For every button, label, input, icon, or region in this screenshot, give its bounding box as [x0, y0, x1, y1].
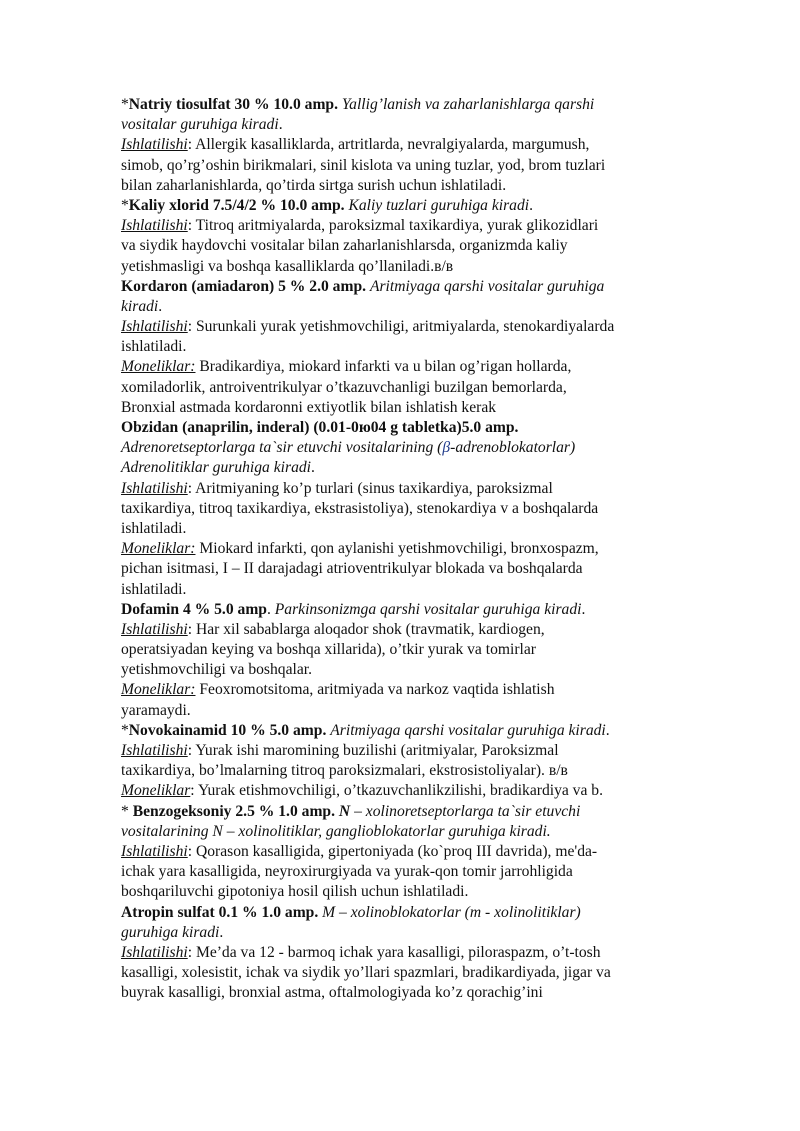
text-segment: Bronxial astmada kordaronni extiyotlik bilan ishlatish kerak: [121, 398, 497, 416]
text-line: [121, 378, 681, 398]
text-segment: Bradikardiya, miokard infarkti va u bilan og’rigan hollarda,: [195, 358, 572, 376]
text-line: [121, 660, 681, 680]
text-line: [121, 802, 681, 822]
text-segment: Dofamin 4 % 5.0 amp: [121, 600, 267, 618]
text-segment: vositalarining N – xolinolitiklar, ganglioblokatorlar guruhiga kiradi.: [121, 822, 551, 840]
text-line: [121, 862, 681, 882]
text-segment: Ishlatilishi: [121, 620, 188, 638]
text-segment: : Allergik kasalliklarda, artritlarda, nevralgiyalarda, margumush,: [187, 136, 590, 154]
text-segment: : Aritmiyaning ko’p turlari (sinus taxikardiya, paroksizmal: [187, 479, 553, 497]
text-segment: simob, qo’rg’oshin birikmalari, sinil kislota va uning tuzlar, yod, brom tuzlari: [121, 156, 606, 174]
text-line: [121, 539, 681, 559]
text-segment: M – xolinoblokatorlar (m - xolinolitiklar): [322, 903, 581, 921]
text-segment: *: [121, 196, 129, 214]
text-segment: Adrenolitiklar guruhiga kiradi: [121, 459, 312, 477]
text-segment: Ishlatilishi: [121, 943, 188, 961]
text-segment: Yallig’lanish va zaharlanishlarga qarshi: [341, 96, 595, 113]
text-line: [121, 741, 681, 761]
text-segment: β: [442, 439, 451, 457]
text-segment: ishlatiladi.: [121, 580, 187, 598]
text-line: [121, 903, 681, 923]
text-segment: : Titroq aritmiyalarda, paroksizmal taxikardiya, yurak glikozidlari: [187, 217, 599, 235]
text-line: [121, 983, 681, 1003]
text-line: [121, 479, 681, 499]
text-segment: Atropin sulfat 0.1 % 1.0 amp.: [121, 903, 319, 921]
text-segment: : Surunkali yurak yetishmovchiligi, aritmiyalarda, stenokardiyalarda: [187, 318, 615, 336]
text-segment: boshqariluvchi gipotoniya hosil qilish uchun ishlatiladi.: [121, 883, 469, 901]
text-line: [121, 761, 681, 781]
text-line: [121, 115, 681, 135]
text-segment: Ishlatilishi: [121, 479, 188, 497]
text-line: [121, 357, 681, 377]
text-segment: : Yurak ishi maromining buzilishi (aritmiyalar, Paroksizmal: [187, 742, 559, 759]
text-segment: xomiladorlik, antroiventrikulyar o’tkazuvchanligi buzilgan bemorlarda,: [121, 378, 567, 396]
text-segment: kasalligi, xolesistit, ichak va siydik yo’llari spazmlari, bradikardiyada, jigar va: [121, 964, 611, 982]
text-segment: va siydik haydovchi vositalar bilan zaharlanishlarsda, organizmda kaliy: [121, 237, 568, 255]
text-segment: Aritmiyaga qarshi vositalar guruhiga: [369, 277, 605, 295]
text-segment: Moneliklar:: [121, 358, 196, 376]
text-line: [121, 317, 681, 337]
text-segment: Moneliklar:: [121, 540, 196, 558]
text-line: [121, 842, 681, 862]
text-line: [121, 398, 681, 418]
text-line: [121, 640, 681, 660]
text-segment: : Yurak etishmovchiligi, o’tkazuvchanlikzilishi, bradikardiya va b.: [190, 782, 603, 800]
text-segment: ichak yara kasalligida, neyroxirurgiyada va yurak-qon tomir jarrohligida: [121, 863, 573, 881]
text-segment: guruhiga kiradi: [121, 923, 220, 941]
text-line: [121, 680, 681, 700]
text-segment: operatsiyadan keying va boshqa xillarida), o’tkir yurak va tomirlar: [121, 641, 536, 659]
text-line: [121, 600, 681, 620]
text-line: [121, 519, 681, 539]
text-line: [121, 822, 681, 842]
text-line: [121, 156, 681, 176]
text-segment: .: [219, 923, 224, 941]
text-segment: Ishlatilishi: [121, 318, 188, 336]
text-line: [121, 882, 681, 902]
text-segment: yetishmasligi va boshqa kasalliklarda qo’llaniladi.в/в: [121, 257, 454, 275]
text-line: [121, 943, 681, 963]
text-segment: Obzidan (anaprilin, inderal) (0.01-0ю04 g tabletka)5.0 amp.: [121, 419, 519, 436]
text-line: [121, 196, 681, 216]
text-segment: N: [338, 802, 351, 820]
text-line: [121, 176, 681, 196]
text-segment: Ishlatilishi: [121, 842, 188, 860]
text-segment: vositalar guruhiga kiradi: [121, 116, 279, 134]
text-segment: -adrenoblokatorlar): [450, 439, 576, 457]
text-line: [121, 257, 681, 277]
text-segment: Aritmiyaga qarshi vositalar guruhiga kiradi: [330, 721, 606, 739]
text-segment: bilan zaharlanishlarda, qo’tirda sirtga surish uchun ishlatiladi.: [121, 176, 507, 194]
text-segment: : Qorason kasalligida, gipertoniyada (ko`proq III davrida), me'da-: [187, 842, 598, 860]
text-segment: ishlatiladi.: [121, 519, 187, 537]
text-segment: Ishlatilishi: [121, 742, 188, 759]
text-segment: – xolinoretseptorlarga ta`sir etuvchi: [350, 802, 581, 820]
text-segment: *: [121, 96, 129, 113]
text-segment: Adrenoretseptorlarga ta`sir etuvchi vositalarining (: [121, 439, 443, 457]
text-line: [121, 297, 681, 317]
text-segment: : Har xil sabablarga aloqador shok (travmatik, kardiogen,: [187, 620, 545, 638]
text-segment: yaramaydi.: [121, 701, 191, 719]
text-segment: kiradi: [121, 297, 159, 315]
text-segment: .: [266, 600, 275, 618]
text-segment: Feoxromotsitoma, aritmiyada va narkoz vaqtida ishlatish: [195, 681, 555, 699]
text-line: [121, 337, 681, 357]
document-page: [121, 95, 681, 1003]
text-line: [121, 721, 681, 741]
text-segment: Moneliklar: [121, 782, 191, 800]
text-line: [121, 95, 681, 115]
text-segment: Novokainamid 10 % 5.0 amp.: [128, 721, 327, 739]
text-segment: Parkinsonizmga qarshi vositalar guruhiga kiradi: [274, 600, 582, 618]
text-segment: pichan isitmasi, I – II darajadagi atrioventrikulyar blokada va boshqalarda: [121, 560, 583, 578]
text-segment: Kordaron (amiadaron) 5 % 2.0 amp.: [121, 277, 367, 295]
text-segment: taxikardiya, bo’lmalarning titroq paroksizmalari, ekstrosistoliyalar). в/в: [121, 762, 568, 780]
text-segment: yetishmovchiligi va boshqalar.: [121, 661, 312, 679]
text-line: [121, 135, 681, 155]
text-segment: Ishlatilishi: [121, 136, 188, 154]
text-segment: .: [278, 116, 283, 134]
text-segment: .: [581, 600, 586, 618]
text-line: [121, 438, 681, 458]
text-segment: Moneliklar:: [121, 681, 196, 699]
text-line: [121, 923, 681, 943]
text-segment: taxikardiya, titroq taxikardiya, ekstrasistoliya), stenokardiya v a boshqalarda: [121, 499, 599, 517]
text-segment: buyrak kasalligi, bronxial astma, oftalmologiyada ko’z qorachig’ini: [121, 984, 543, 1002]
text-line: [121, 580, 681, 600]
text-line: [121, 701, 681, 721]
text-line: [121, 277, 681, 297]
text-segment: Natriy tiosulfat 30 % 10.0 amp.: [128, 96, 339, 113]
text-segment: .: [158, 297, 163, 315]
text-line: [121, 216, 681, 236]
text-segment: *: [121, 802, 133, 820]
text-line: [121, 559, 681, 579]
text-segment: .: [529, 196, 533, 214]
text-segment: *: [121, 721, 129, 739]
text-segment: Kaliy tuzlari guruhiga kiradi: [348, 196, 530, 214]
text-segment: Benzogeksoniy 2.5 % 1.0 amp.: [132, 802, 336, 820]
text-segment: .: [311, 459, 315, 477]
text-line: [121, 620, 681, 640]
text-segment: ishlatiladi.: [121, 338, 187, 356]
text-line: [121, 418, 681, 438]
text-line: [121, 499, 681, 519]
text-segment: Kaliy xlorid 7.5/4/2 % 10.0 amp.: [128, 196, 345, 214]
text-segment: : Me’da va 12 - barmoq ichak yara kasalligi, piloraspazm, o’t-tosh: [187, 943, 601, 961]
text-segment: Ishlatilishi: [121, 217, 188, 235]
text-line: [121, 236, 681, 256]
text-line: [121, 781, 681, 801]
text-line: [121, 458, 681, 478]
text-segment: Miokard infarkti, qon aylanishi yetishmovchiligi, bronxospazm,: [195, 540, 599, 558]
text-segment: .: [605, 721, 610, 739]
text-line: [121, 963, 681, 983]
